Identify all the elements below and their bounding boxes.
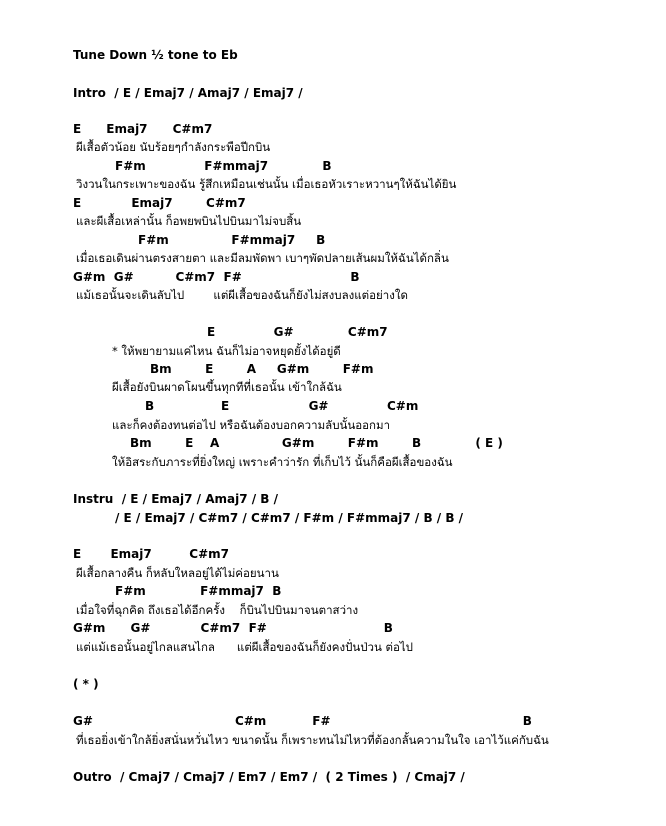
outro-line: Outro / Cmaj7 / Cmaj7 / Em7 / Em7 / ( 2 Times ) / Cmaj7 /: [73, 770, 465, 784]
verse2-lyric-1: ผีเสื้อกลางคืน ก็หลับใหลอยู่ได้ไม่ค่อยนาน: [76, 566, 279, 580]
instrumental-line-1: Instru / E / Emaj7 / Amaj7 / B /: [73, 492, 278, 506]
verse1-lyric-3: และผีเสื้อเหล่านั้น ก็อพยพบินไปบินมาไม่จบสิ้น: [76, 214, 302, 228]
verse1-chords-5: G#m G# C#m7 F# B: [73, 270, 360, 284]
verse2-lyric-3: แต่แม้เธอนั้นอยู่ไกลแสนไกล แต่ผีเสื้อของฉันก็ยังคงปั่นป่วน ต่อไป: [76, 640, 413, 654]
verse2-chords-1: E Emaj7 C#m7: [73, 547, 230, 561]
chorus-chords-1: E G# C#m7: [207, 325, 388, 339]
verse1-chords-1: E Emaj7 C#m7: [73, 122, 213, 136]
verse1-lyric-1: ผีเสื้อตัวน้อย นับร้อยๆกำลังกระพือปีกบิน: [76, 140, 271, 154]
intro-line: Intro / E / Emaj7 / Amaj7 / Emaj7 /: [73, 86, 303, 100]
verse2-chords-2: F#m F#mmaj7 B: [115, 584, 282, 598]
chorus-chords-2: Bm E A G#m F#m: [150, 362, 374, 376]
chorus-lyric-4: ให้อิสระกับภาระที่ยิ่งใหญ่ เพราะคำว่ารัก ที่เก็บไว้ นั้นก็คือผีเสื้อของฉัน: [112, 455, 453, 469]
verse1-chords-2: F#m F#mmaj7 B: [115, 159, 332, 173]
chorus-lyric-1: * ให้พยายามแค่ไหน ฉันก็ไม่อาจหยุดยั้งได้อยู่ดี: [112, 344, 341, 358]
bridge-chords: G# C#m F# B: [73, 714, 532, 728]
chorus-repeat-marker: ( * ): [73, 677, 99, 691]
chorus-lyric-3: และก็คงต้องทนต่อไป หรือฉันต้องบอกความลับนั้นออกมา: [112, 418, 391, 432]
bridge-lyric: ที่เธอยิ่งเข้าใกล้ยิ่งสนั่นหวั่นไหว ขนาดนั้น ก็เพราะทนไม่ไหวที่ต้องกลั้นความในใจ เอาไว้แค่กับฉัน: [76, 733, 549, 747]
verse2-chords-3: G#m G# C#m7 F# B: [73, 621, 393, 635]
chorus-chords-4: Bm E A G#m F#m B ( E ): [130, 436, 503, 450]
verse1-lyric-4: เมื่อเธอเดินผ่านตรงสายตา และมีลมพัดพา เบาๆพัดปลายเส้นผมให้ฉันได้กลิ่น: [76, 251, 449, 265]
instrumental-line-2: / E / Emaj7 / C#m7 / C#m7 / F#m / F#mmaj7 / B / B /: [115, 511, 464, 525]
tuning-note: Tune Down ½ tone to Eb: [73, 48, 238, 62]
chorus-chords-3: B E G# C#m: [145, 399, 419, 413]
verse1-chords-3: E Emaj7 C#m7: [73, 196, 246, 210]
verse1-chords-4: F#m F#mmaj7 B: [138, 233, 326, 247]
verse2-lyric-2: เมื่อใจที่ฉุกคิด ถึงเธอได้อีกครั้ง ก็บินไปบินมาจนตาสว่าง: [76, 603, 359, 617]
verse1-lyric-5: แม้เธอนั้นจะเดินลับไป แต่ผีเสื้อของฉันก็ยังไม่สงบลงแต่อย่างใด: [76, 288, 408, 302]
verse1-lyric-2: วิงวนในกระเพาะของฉัน รู้สึกเหมือนเช่นนั้น เมื่อเธอหัวเราะหวานๆให้ฉันได้ยิน: [76, 177, 457, 191]
chorus-lyric-2: ผีเสื้อยังบินผาดโผนขึ้นทุกทีที่เธอนั้น เข้าใกล้ฉัน: [112, 380, 342, 394]
